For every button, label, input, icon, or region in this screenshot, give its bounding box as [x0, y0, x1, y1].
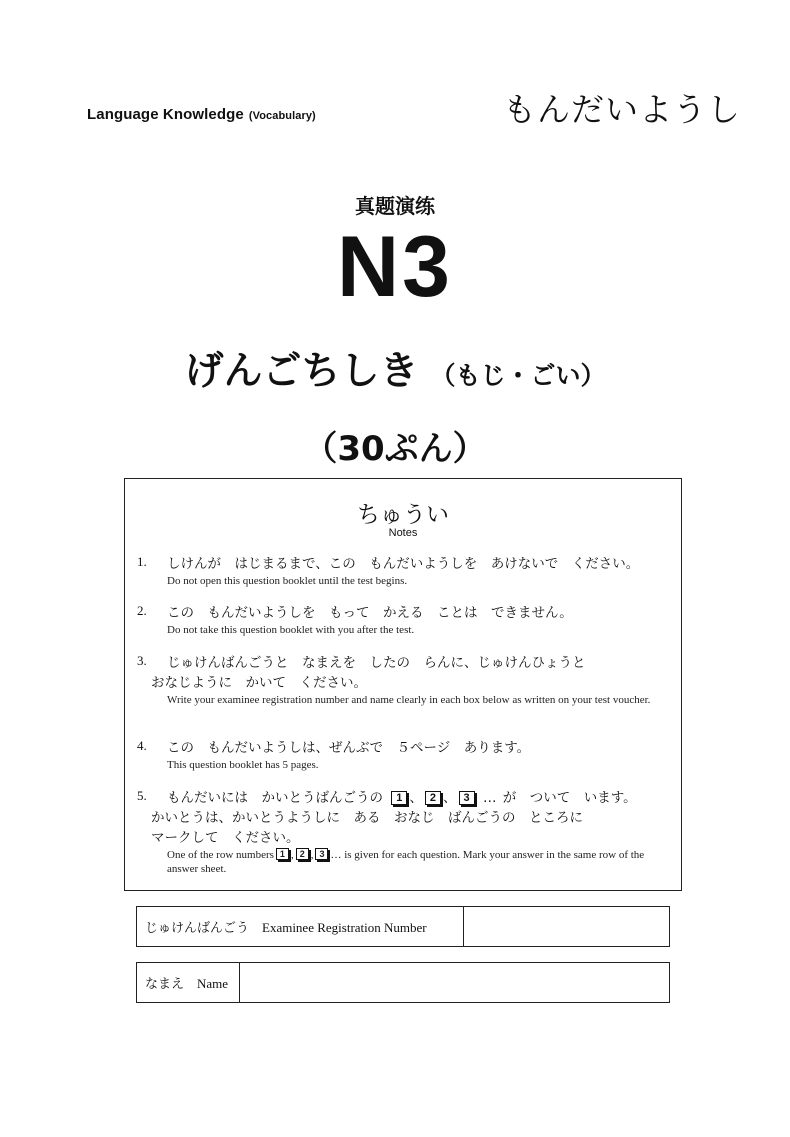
section-title-main: Language Knowledge [87, 106, 244, 123]
box-separator: 、 [409, 790, 423, 806]
note-text-en: One of the row numbers 1 , 2 , 3 … is given for each question. Mark your answer in the same row of the answer sheet. [167, 849, 645, 875]
note-number: 4. [137, 738, 147, 753]
note-text-jp [167, 788, 677, 808]
section-title [87, 106, 316, 123]
note-text-en: Do not open this question booklet until the test begins. [167, 575, 408, 587]
answer-number-box-small: 1 [276, 848, 289, 860]
subject-heading [0, 340, 790, 396]
answer-number-box: 1 [391, 791, 407, 805]
note-text-en: This question booklet has 5 pages. [167, 759, 319, 771]
note-text-en-b: … is given for each question. Mark your answer in the same row of the answer sheet. [167, 849, 645, 875]
subject-paren: （もじ・ごい） [430, 361, 606, 390]
notes-box [124, 478, 682, 891]
note-number: 2. [137, 603, 147, 618]
note-number: 1. [137, 554, 147, 569]
subject-main: げんごちしき [184, 349, 419, 394]
note-text-jp-b: … が ついて います。 [482, 790, 637, 806]
registration-number-field[interactable] [464, 907, 669, 946]
notes-title: ちゅうい [357, 502, 449, 528]
box-separator: 、 [443, 790, 457, 806]
note-text-jp-cont: かいとうは、かいとうようしに ある おなじ ばんごうの ところに [151, 810, 583, 826]
note-item-2 [137, 603, 677, 637]
registration-number-box [136, 906, 670, 947]
answer-number-box-small: 3 [315, 848, 328, 860]
note-text-en-a: One of the row numbers [167, 849, 274, 861]
note-text-jp: この もんだいようしは、ぜんぶで ５ページ あります。 [167, 740, 531, 756]
practice-heading: 真题演练 [355, 194, 435, 218]
answer-number-box-small: 2 [296, 848, 309, 860]
name-field[interactable] [240, 963, 669, 1002]
note-text-en: Write your examinee registration number and name clearly in each box below as written on your test voucher. [167, 694, 651, 706]
note-item-3 [137, 653, 677, 707]
answer-number-box: 2 [425, 791, 441, 805]
note-number: 3. [137, 653, 147, 668]
level-heading: N3 [337, 219, 453, 315]
registration-number-label: じゅけんばんごう Examinee Registration Number [137, 907, 464, 946]
booklet-label: もんだいようし [503, 90, 741, 129]
note-item-1 [137, 554, 677, 588]
note-text-jp: じゅけんばんごうと なまえを したの らんに、じゅけんひょうと [167, 655, 586, 671]
note-number: 5. [137, 788, 147, 803]
note-text-jp-a: もんだいには かいとうばんごうの [167, 790, 383, 806]
note-text-jp: しけんが はじまるまで、この もんだいようしを あけないで ください。 [167, 556, 640, 572]
note-item-4 [137, 738, 677, 772]
name-box [136, 962, 670, 1003]
notes-subtitle: Notes [388, 527, 418, 539]
note-text-jp-cont: おなじように かいて ください。 [151, 675, 367, 691]
time-limit: （30ぷん） [303, 429, 487, 469]
note-item-5 [137, 788, 677, 876]
section-title-sub: (Vocabulary) [248, 110, 316, 122]
note-text-jp: この もんだいようしを もって かえる ことは できません。 [167, 605, 573, 621]
note-text-jp-cont2: マークして ください。 [151, 830, 300, 846]
answer-number-box: 3 [459, 791, 475, 805]
note-text-en: Do not take this question booklet with you after the test. [167, 624, 415, 636]
name-label: なまえ Name [137, 963, 240, 1002]
